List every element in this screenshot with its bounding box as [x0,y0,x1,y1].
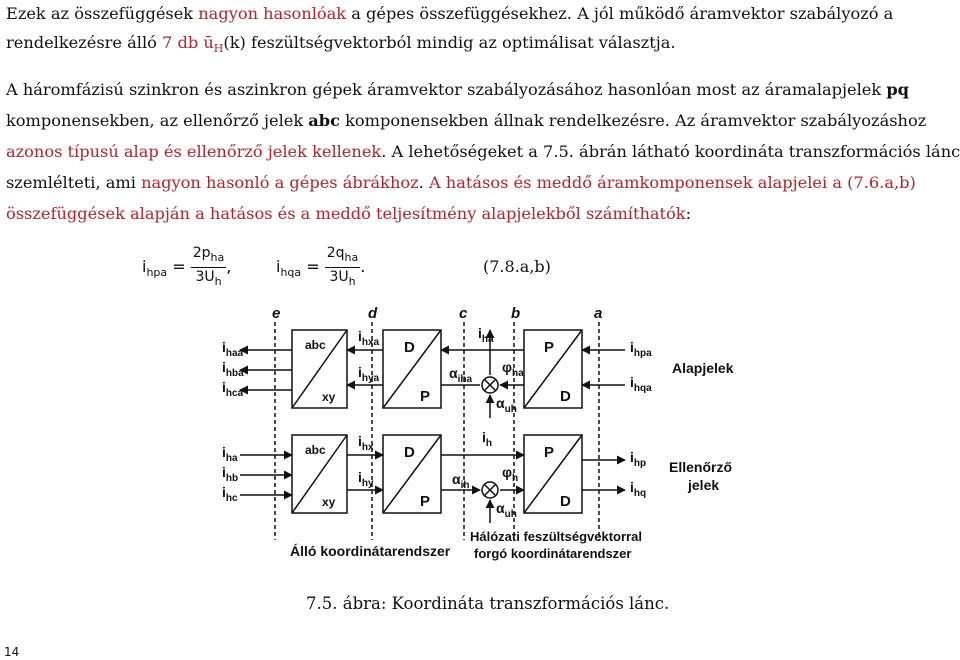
numerator [191,244,227,268]
p2-line2 [6,111,926,130]
signal-ihc: $i_{hc}$ [222,484,238,504]
highlight-text: összefüggések alapján a hatásos és a meddő teljesítmény alapjelekből számíthatók [6,204,686,223]
num-subscript: ha [210,250,225,264]
block-label-d: D [404,339,415,356]
text: szemlélteti, ami [6,173,142,192]
coordinate-transformation-diagram [0,296,960,588]
text: A háromfázisú szinkron és aszinkron gépek áramvektor szabályozásához hasonlóan most az áramalapjelek [6,80,887,99]
num-text: 2p [192,245,211,261]
den-subscript: h [214,274,222,288]
angle-alpha-uh-bottom: $\alpha_{uh}$ [496,500,517,520]
formula-ihqa [276,244,365,291]
text: a gépes összefüggésekhez. A jól működő áramvektor szabályozó a [346,4,894,23]
p2-line4 [6,173,916,192]
formula-symbol: i [276,256,281,276]
formula-symbol: i [142,256,147,276]
signal-ihaa: $i_{haa}$ [222,339,244,359]
text: Ezek az összefüggések [6,4,199,23]
block-label-d: D [560,493,571,510]
signal-ihpa: $i_{hpa}$ [630,339,652,359]
block-label-p: P [420,388,431,405]
block-label-d: D [404,444,415,461]
signal-ihy: $i_{hy}$ [358,469,374,489]
denominator [325,268,361,291]
highlight-text: A hatásos és meddő áramkomponensek alapjelei a (7.6.a,b) [428,173,916,192]
num-text: 2q [326,245,345,261]
denominator [191,268,227,291]
letter-e: e [272,305,281,322]
den-subscript: h [348,274,356,288]
subscript: H [213,42,224,56]
signal-ihba: $i_{hba}$ [222,359,244,379]
label-forgo-2: forgó koordinátarendszer [474,546,632,561]
text: komponensekben, az ellenőrző jelek [6,111,309,130]
numerator [325,244,361,268]
highlight-text: azonos típusú alap és ellenőrző jelek kellenek [6,142,382,161]
p2-line1 [6,80,909,99]
highlight-text: nagyon hasonló a gépes ábrákhoz [141,173,419,192]
label-ellenorzo: Ellenőrző [669,459,733,475]
text: : [685,204,692,223]
signal-iha: $i_{ha}$ [222,444,238,464]
signal-iha-vector: $i_{ha}$ [478,325,494,345]
angle-alpha-iha: $\alpha_{iha}$ [449,365,473,385]
letter-c: c [459,305,468,322]
p2-line5 [6,204,691,223]
end-punct: . [360,256,366,276]
letter-b: b [511,305,521,322]
block-label-d: D [560,388,571,405]
signal-ihx: $i_{hx}$ [358,433,374,453]
signal-ihya: $i_{hya}$ [358,364,380,384]
letter-d: d [368,305,378,322]
block-label-xy: xy [322,390,336,404]
highlight-text: nagyon hasonlóak [198,4,347,23]
block-label-p: P [544,444,555,461]
block-label-abc: abc [305,443,326,457]
label-forgo-1: Hálózati feszültségvektorral [470,529,642,544]
bold-text: abc [308,111,340,130]
equals-sign: = [172,256,186,276]
den-text: 3U [195,268,215,285]
angle-alpha-ih: $\alpha_{ih}$ [452,471,470,491]
fraction [325,244,361,291]
formula-ihpa [142,244,231,291]
den-text: 3U [329,268,349,285]
num-subscript: ha [344,250,359,264]
signal-ihxa: $i_{hxa}$ [358,328,380,348]
block-label-xy: xy [322,495,336,509]
letter-a: a [594,305,603,322]
angle-phi-h: $\varphi_h$ [502,464,519,484]
equation-number: (7.8.a,b) [483,257,551,276]
text: (k) feszültségvektorból mindig az optimálisat választja. [223,33,676,52]
formula-subscript: hqa [280,265,302,279]
p1-line2 [6,33,676,55]
text: . [418,173,429,192]
angle-alpha-uh-top: $\alpha_{uh}$ [496,395,517,415]
equals-sign: = [306,256,320,276]
label-alapjelek: Alapjelek [672,360,734,376]
page-number: 14 [4,645,20,659]
highlight-text: 7 db ū [162,33,214,52]
angle-phi-ha: $\varphi_{ha}$ [502,359,524,379]
fraction [191,244,227,291]
signal-ihb: $i_{hb}$ [222,464,239,484]
label-allo-koordinatarendszer: Álló koordinátarendszer [290,543,451,559]
block-label-p: P [544,339,555,356]
label-jelek: jelek [688,477,720,493]
text: komponensekben állnak rendelkezésre. Az áramvektor szabályozáshoz [339,111,927,130]
text: . A lehetőségeket a 7.5. ábrán látható koordináta transzformációs lánc [381,142,960,161]
p1-line1 [6,4,893,23]
signal-ihp: $i_{hp}$ [630,449,647,469]
signal-ihqa: $i_{hqa}$ [630,374,652,394]
bold-text: pq [886,80,909,99]
block-label-abc: abc [305,338,326,352]
separator: , [226,256,232,276]
figure-caption: 7.5. ábra: Koordináta transzformációs lánc. [306,594,670,613]
signal-ih-vector: $i_h$ [482,429,492,449]
formula-subscript: hpa [146,265,168,279]
text: rendelkezésre álló [6,33,163,52]
signal-ihca: $i_{hca}$ [222,379,244,399]
p2-line3 [6,142,960,161]
signal-ihq: $i_{hq}$ [630,479,647,499]
block-label-p: P [420,493,431,510]
